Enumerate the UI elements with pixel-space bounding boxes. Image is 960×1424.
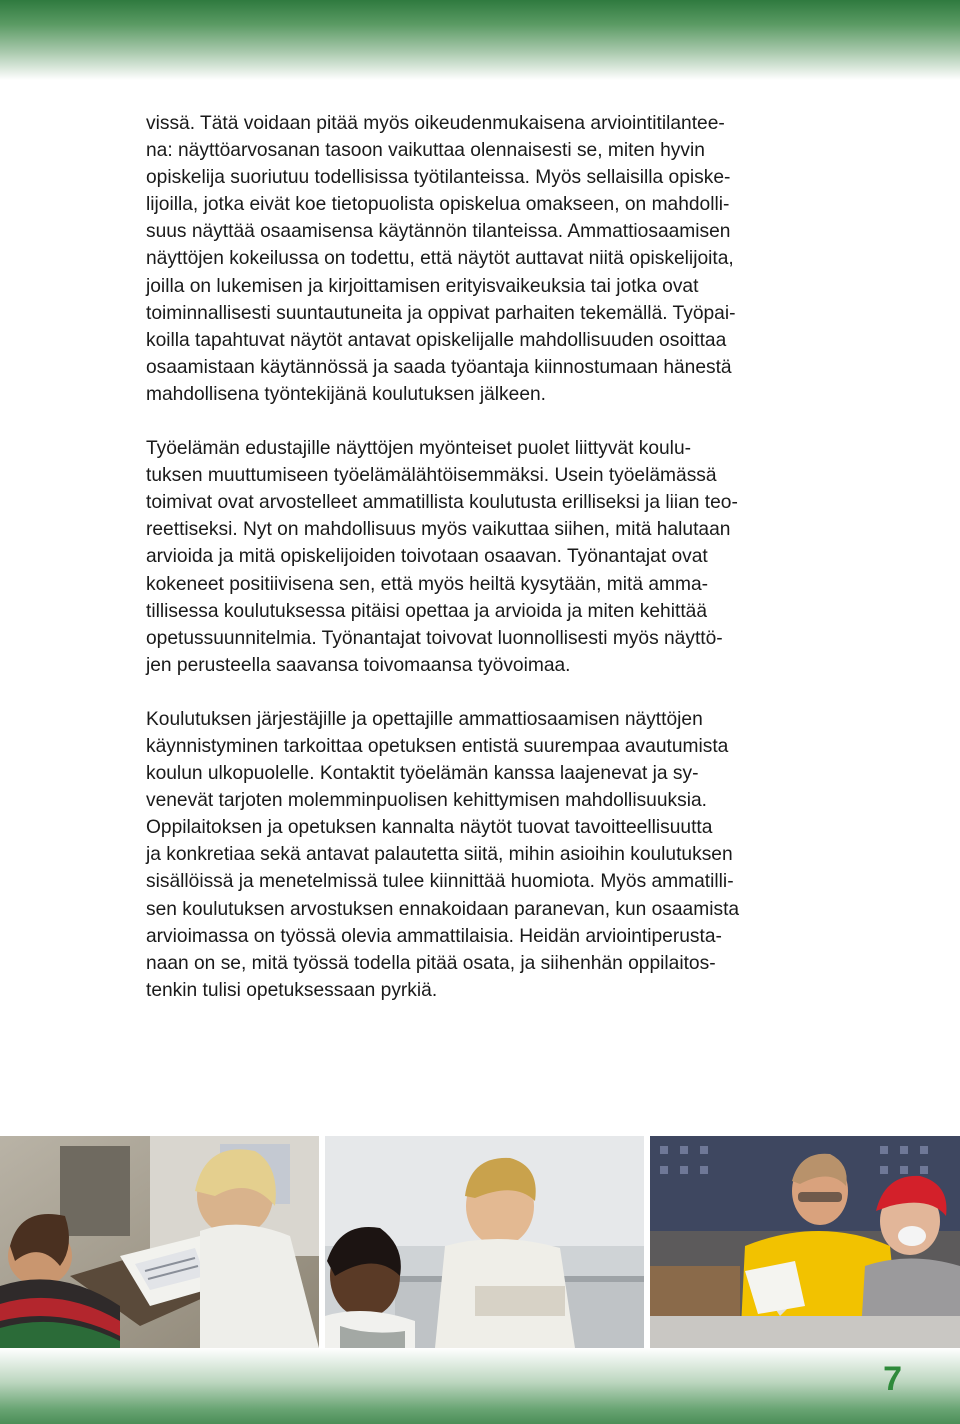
- text-line: ja konkretiaa sekä antavat palautetta siitä, mihin asioihin koulutuksen: [146, 844, 733, 866]
- top-green-band: [0, 0, 960, 80]
- text-line: koulun ulkopuolelle. Kontaktit työelämän kanssa laajenevat ja sy-: [146, 763, 699, 785]
- paragraph-3: [146, 706, 846, 1004]
- text-line: koilla tapahtuvat näytöt antavat opiskelijalle mahdollisuuden osoittaa: [146, 329, 727, 351]
- page-number: 7: [883, 1360, 902, 1398]
- paragraph-gap: [146, 408, 846, 435]
- photo-students-board-image: [325, 1136, 644, 1348]
- bottom-green-band: [0, 1348, 960, 1424]
- paragraph-1: [146, 110, 846, 408]
- text-line: tillisessa koulutuksessa pitäisi opettaa ja arvioida ja miten kehittää: [146, 600, 708, 622]
- text-line: naan on se, mitä työssä todella pitää osata, ja siihenhän oppilaitos-: [146, 952, 716, 974]
- text-line: arvioimassa on työssä olevia ammattilaisia. Heidän arviointiperusta-: [146, 925, 722, 947]
- text-line: käynnistyminen tarkoittaa opetuksen entistä suurempaa avautumista: [146, 735, 729, 757]
- text-line: tuksen muuttumiseen työelämälähtöisemmäksi. Usein työelämässä: [146, 465, 717, 487]
- text-line: reettiseksi. Nyt on mahdollisuus myös vaikuttaa siihen, mitä halutaan: [146, 519, 731, 541]
- text-line: tenkin tulisi opetuksessaan pyrkiä.: [146, 979, 438, 1001]
- text-line: toiminnallisesti suuntautuneita ja oppivat parhaiten tekemällä. Työpai-: [146, 302, 736, 324]
- text-line: vissä. Tätä voidaan pitää myös oikeudenmukaisena arviointitilantee-: [146, 113, 725, 134]
- text-line: Koulutuksen järjestäjille ja opettajille ammattiosaamisen näyttöjen: [146, 708, 703, 730]
- text-line: Työelämän edustajille näyttöjen myönteiset puolet liittyvät koulu-: [146, 438, 692, 460]
- photo-workshop-image: [650, 1136, 960, 1348]
- text-line: arvioida ja mitä opiskelijoiden toivotaan osaavan. Työnantajat ovat: [146, 546, 708, 568]
- text-line: toimivat ovat arvostelleet ammatillista koulutusta erilliseksi ja liian teo-: [146, 492, 738, 514]
- text-line: mahdollisena työntekijänä koulutuksen jälkeen.: [146, 383, 546, 405]
- text-line: sen koulutuksen arvostuksen ennakoidaan paranevan, kun osaamista: [146, 898, 740, 920]
- photo-workshop: [650, 1136, 960, 1348]
- photo-strip: [0, 1136, 960, 1348]
- text-line: opiskelija suoriutuu todellisissa työtilanteissa. Myös sellaisilla opiske-: [146, 167, 731, 189]
- text-line: kokeneet positiivisena sen, että myös heiltä kysytään, mitä amma-: [146, 573, 709, 595]
- text-line: osaamistaan käytännössä ja saada työantaja kiinnostumaan hänestä: [146, 356, 732, 378]
- text-line: venevät tarjoten molemminpuolisen kehittymisen mahdollisuuksia.: [146, 790, 707, 812]
- text-line: sisällöissä ja menetelmissä tulee kiinnittää huomiota. Myös ammatilli-: [146, 871, 734, 893]
- photo-students-board: [325, 1136, 644, 1348]
- text-line: näyttöjen kokeilussa on todettu, että näytöt auttavat niitä opiskelijoita,: [146, 248, 734, 270]
- text-line: Oppilaitoksen ja opetuksen kannalta näytöt tuovat tavoitteellisuutta: [146, 817, 713, 839]
- paragraph-2: [146, 435, 846, 679]
- text-line: joilla on lukemisen ja kirjoittamisen erityisvaikeuksia tai jotka ovat: [146, 275, 699, 297]
- body-text: [146, 110, 846, 1004]
- text-line: lijoilla, jotka eivät koe tietopuolista opiskelua omakseen, on mahdolli-: [146, 194, 730, 216]
- paragraph-gap: [146, 679, 846, 706]
- text-line: na: näyttöarvosanan tasoon vaikuttaa olennaisesti se, miten hyvin: [146, 140, 705, 162]
- text-line: jen perusteella saavansa toivomaansa työvoimaa.: [146, 654, 571, 676]
- text-line: opetussuunnitelmia. Työnantajat toivovat luonnollisesti myös näyttö-: [146, 627, 723, 649]
- text-line: suus näyttää osaamisensa käytännön tilanteissa. Ammattiosaamisen: [146, 221, 731, 243]
- photo-students-studying: [0, 1136, 319, 1348]
- photo-students-studying-image: [0, 1136, 319, 1348]
